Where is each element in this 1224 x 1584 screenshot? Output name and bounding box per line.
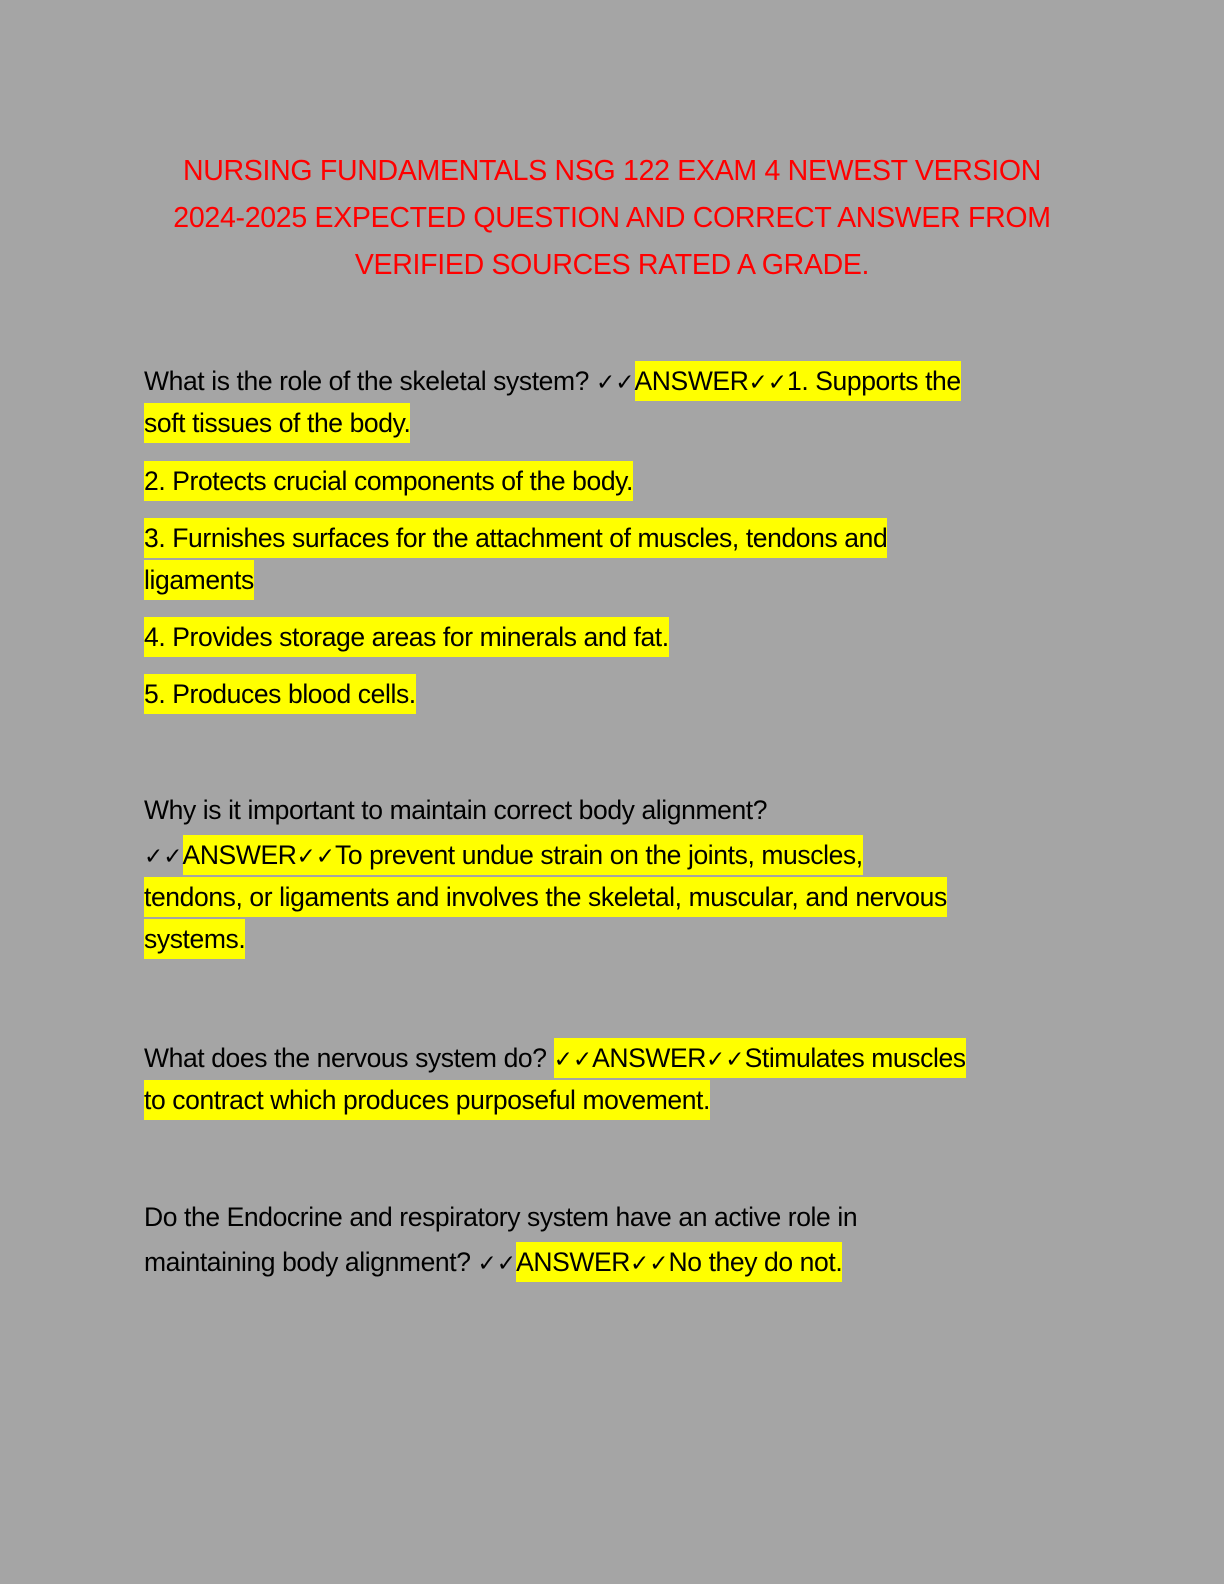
answer-text: soft tissues of the body. <box>144 403 410 443</box>
answer-text: To prevent undue strain on the joints, muscles, <box>335 840 863 870</box>
answer-text: ligaments <box>144 560 254 600</box>
answer-text: 1. Supports the <box>787 366 961 396</box>
answer-label: ANSWER <box>516 1247 630 1277</box>
title-line: NURSING FUNDAMENTALS NSG 122 EXAM 4 NEWEST VERSION <box>182 155 1042 187</box>
answer-text: 3. Furnishes surfaces for the attachment of muscles, tendons and <box>144 518 887 558</box>
qa-line <box>144 1197 857 1237</box>
question-text: What does the nervous system do? <box>144 1043 547 1073</box>
answer-text: tendons, or ligaments and involves the skeletal, muscular, and nervous <box>144 877 947 917</box>
qa-line <box>144 617 669 657</box>
check-marks-icon: ✓✓ <box>748 370 787 396</box>
question-text: Do the Endocrine and respiratory system have an active role in <box>144 1202 858 1232</box>
answer-text: 4. Provides storage areas for minerals and fat. <box>144 617 669 657</box>
qa-line <box>144 1080 710 1120</box>
document-title <box>120 148 1104 289</box>
qa-line <box>144 919 245 959</box>
question-text: Why is it important to maintain correct body alignment? <box>144 795 768 825</box>
answer-text: to contract which produces purposeful movement. <box>144 1080 710 1120</box>
check-marks-icon: ✓✓ <box>477 1251 517 1277</box>
qa-line <box>144 1038 966 1078</box>
qa-line <box>144 1242 842 1282</box>
qa-line <box>144 461 633 501</box>
qa-line <box>144 790 767 830</box>
answer-label: ANSWER <box>634 366 749 396</box>
check-marks-icon: ✓✓ <box>630 1251 669 1277</box>
title-line: 2024-2025 EXPECTED QUESTION AND CORRECT ANSWER FROM <box>173 202 1051 234</box>
answer-text: systems. <box>144 919 245 959</box>
qa-line <box>144 877 947 917</box>
check-marks-icon: ✓✓ <box>296 844 336 870</box>
qa-line <box>144 560 254 600</box>
qa-line <box>144 835 863 875</box>
answer-text: Stimulates muscles <box>744 1043 966 1073</box>
answer-text: No they do not. <box>668 1247 843 1277</box>
check-marks-icon: ✓✓ <box>144 844 183 870</box>
answer-text: 2. Protects crucial components of the body. <box>144 461 633 501</box>
qa-line <box>144 361 961 401</box>
answer-highlight <box>635 361 961 401</box>
answer-highlight <box>516 1242 842 1282</box>
title-line: VERIFIED SOURCES RATED A GRADE. <box>354 249 870 281</box>
answer-highlight <box>554 1038 966 1078</box>
qa-line <box>144 518 887 558</box>
answer-highlight <box>183 835 863 875</box>
check-marks-icon: ✓✓ <box>553 1047 593 1073</box>
answer-label: ANSWER <box>182 840 297 870</box>
check-marks-icon: ✓✓ <box>595 370 635 396</box>
question-text: maintaining body alignment? <box>144 1247 471 1277</box>
check-marks-icon: ✓✓ <box>706 1047 745 1073</box>
answer-text: 5. Produces blood cells. <box>144 674 416 714</box>
question-text: What is the role of the skeletal system? <box>144 366 590 396</box>
qa-line <box>144 674 416 714</box>
qa-line <box>144 403 410 443</box>
answer-label: ANSWER <box>592 1043 707 1073</box>
